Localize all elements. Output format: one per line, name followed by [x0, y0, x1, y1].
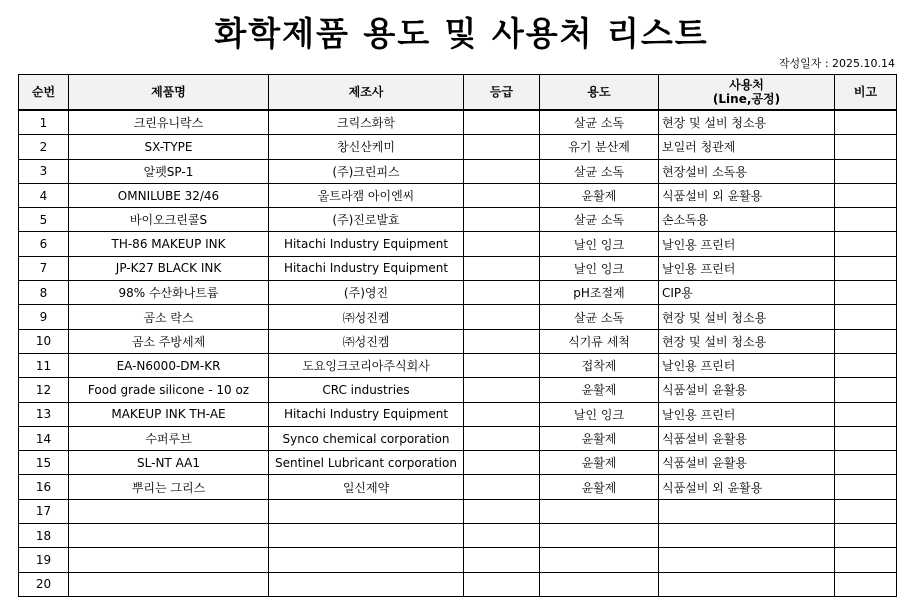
cell-usage: 살균 소독 [540, 159, 659, 183]
table-row [19, 353, 897, 377]
cell-grade [464, 353, 540, 377]
table-row [19, 524, 897, 548]
cell-maker: 일신제약 [269, 475, 464, 499]
cell-no: 14 [19, 426, 69, 450]
table-row [19, 159, 897, 183]
cell-product [69, 548, 269, 572]
cell-grade [464, 475, 540, 499]
cell-grade [464, 305, 540, 329]
table-row [19, 232, 897, 256]
cell-grade [464, 524, 540, 548]
cell-place: 보일러 청관제 [659, 135, 835, 159]
cell-usage: 윤활제 [540, 378, 659, 402]
table-row [19, 378, 897, 402]
table-row [19, 572, 897, 596]
table-row [19, 305, 897, 329]
cell-place: 날인용 프린터 [659, 402, 835, 426]
cell-note [835, 499, 897, 523]
cell-no: 10 [19, 329, 69, 353]
cell-product: 바이오크린콜S [69, 208, 269, 232]
cell-usage [540, 548, 659, 572]
cell-grade [464, 281, 540, 305]
cell-usage [540, 499, 659, 523]
cell-maker: Synco chemical corporation [269, 426, 464, 450]
table-row [19, 183, 897, 207]
cell-note [835, 281, 897, 305]
cell-no: 20 [19, 572, 69, 596]
cell-note [835, 110, 897, 135]
cell-product: 알펫SP-1 [69, 159, 269, 183]
cell-place: 식품설비 외 윤활용 [659, 183, 835, 207]
cell-maker: 도요잉크코리아주식회사 [269, 353, 464, 377]
cell-note [835, 572, 897, 596]
cell-note [835, 159, 897, 183]
table-row [19, 110, 897, 135]
header-place-line2: (Line,공정) [712, 92, 781, 106]
cell-note [835, 329, 897, 353]
cell-product [69, 524, 269, 548]
cell-maker [269, 499, 464, 523]
cell-note [835, 451, 897, 475]
header-usage: 용도 [540, 75, 659, 111]
cell-usage: 식기류 세척 [540, 329, 659, 353]
cell-product: SL-NT AA1 [69, 451, 269, 475]
header-place [659, 75, 835, 111]
cell-place: 식품설비 윤활용 [659, 451, 835, 475]
cell-no: 2 [19, 135, 69, 159]
cell-usage: 윤활제 [540, 183, 659, 207]
cell-maker: ㈜성진켐 [269, 305, 464, 329]
header-place-line1: 사용처 [729, 78, 764, 92]
cell-maker: 울트라캠 아이엔씨 [269, 183, 464, 207]
cell-place: 식품설비 윤활용 [659, 426, 835, 450]
cell-usage: 유기 분산제 [540, 135, 659, 159]
table-body [19, 110, 897, 596]
cell-usage: 날인 잉크 [540, 402, 659, 426]
cell-place: CIP용 [659, 281, 835, 305]
cell-maker: (주)영진 [269, 281, 464, 305]
cell-product: MAKEUP INK TH-AE [69, 402, 269, 426]
cell-usage: 윤활제 [540, 451, 659, 475]
cell-place: 손소독용 [659, 208, 835, 232]
cell-usage: 날인 잉크 [540, 256, 659, 280]
cell-maker: 크릭스화학 [269, 110, 464, 135]
cell-grade [464, 402, 540, 426]
cell-no: 18 [19, 524, 69, 548]
cell-maker: (주)진로발효 [269, 208, 464, 232]
cell-product: JP-K27 BLACK INK [69, 256, 269, 280]
table-row [19, 548, 897, 572]
cell-note [835, 548, 897, 572]
cell-usage: pH조절제 [540, 281, 659, 305]
cell-maker [269, 524, 464, 548]
cell-note [835, 183, 897, 207]
cell-place: 현장 및 설비 청소용 [659, 305, 835, 329]
cell-grade [464, 159, 540, 183]
cell-grade [464, 256, 540, 280]
cell-note [835, 475, 897, 499]
cell-place [659, 548, 835, 572]
cell-maker: 창신산케미 [269, 135, 464, 159]
cell-note [835, 305, 897, 329]
cell-note [835, 524, 897, 548]
cell-usage: 살균 소독 [540, 110, 659, 135]
cell-maker [269, 572, 464, 596]
cell-note [835, 402, 897, 426]
cell-place: 현장 및 설비 청소용 [659, 110, 835, 135]
cell-no: 5 [19, 208, 69, 232]
cell-note [835, 135, 897, 159]
cell-place: 식품설비 외 윤활용 [659, 475, 835, 499]
cell-no: 4 [19, 183, 69, 207]
chemical-list-table [18, 74, 897, 597]
cell-maker: ㈜성진켐 [269, 329, 464, 353]
cell-usage: 접착제 [540, 353, 659, 377]
cell-product: 곰소 주방세제 [69, 329, 269, 353]
cell-usage [540, 524, 659, 548]
cell-grade [464, 378, 540, 402]
cell-no: 11 [19, 353, 69, 377]
table-row [19, 135, 897, 159]
table-row [19, 256, 897, 280]
cell-grade [464, 232, 540, 256]
table-row [19, 451, 897, 475]
cell-no: 8 [19, 281, 69, 305]
cell-no: 17 [19, 499, 69, 523]
cell-product: EA-N6000-DM-KR [69, 353, 269, 377]
cell-no: 13 [19, 402, 69, 426]
cell-product [69, 499, 269, 523]
cell-product: 뿌리는 그리스 [69, 475, 269, 499]
cell-product [69, 572, 269, 596]
header-maker: 제조사 [269, 75, 464, 111]
cell-place [659, 499, 835, 523]
table-row [19, 499, 897, 523]
cell-no: 3 [19, 159, 69, 183]
cell-product: 수퍼루브 [69, 426, 269, 450]
cell-product: Food grade silicone - 10 oz [69, 378, 269, 402]
cell-maker: CRC industries [269, 378, 464, 402]
cell-place [659, 572, 835, 596]
cell-usage: 살균 소독 [540, 305, 659, 329]
cell-place: 날인용 프린터 [659, 232, 835, 256]
cell-note [835, 256, 897, 280]
cell-grade [464, 208, 540, 232]
table-header-row [19, 75, 897, 111]
cell-note [835, 426, 897, 450]
cell-maker: Sentinel Lubricant corporation [269, 451, 464, 475]
cell-maker: (주)크린피스 [269, 159, 464, 183]
cell-place [659, 524, 835, 548]
table-row [19, 281, 897, 305]
cell-product: OMNILUBE 32/46 [69, 183, 269, 207]
cell-no: 15 [19, 451, 69, 475]
cell-note [835, 378, 897, 402]
cell-grade [464, 451, 540, 475]
cell-no: 9 [19, 305, 69, 329]
date-label: 작성일자 : 2025.10.14 [778, 57, 895, 70]
cell-place: 날인용 프린터 [659, 256, 835, 280]
table-row [19, 329, 897, 353]
cell-maker: Hitachi Industry Equipment [269, 232, 464, 256]
header-product: 제품명 [69, 75, 269, 111]
table-row [19, 402, 897, 426]
cell-product: 크린유니락스 [69, 110, 269, 135]
cell-grade [464, 110, 540, 135]
cell-grade [464, 548, 540, 572]
cell-no: 7 [19, 256, 69, 280]
document-title: 화학제품 용도 및 사용처 리스트 [214, 14, 709, 53]
cell-usage: 윤활제 [540, 426, 659, 450]
cell-grade [464, 426, 540, 450]
cell-note [835, 208, 897, 232]
cell-product: 98% 수산화나트륨 [69, 281, 269, 305]
cell-note [835, 353, 897, 377]
cell-usage [540, 572, 659, 596]
cell-grade [464, 135, 540, 159]
cell-place: 날인용 프린터 [659, 353, 835, 377]
cell-no: 6 [19, 232, 69, 256]
cell-maker [269, 548, 464, 572]
cell-place: 현장 및 설비 청소용 [659, 329, 835, 353]
cell-grade [464, 183, 540, 207]
cell-grade [464, 499, 540, 523]
cell-no: 16 [19, 475, 69, 499]
cell-usage: 윤활제 [540, 475, 659, 499]
cell-maker: Hitachi Industry Equipment [269, 256, 464, 280]
table-row [19, 475, 897, 499]
cell-no: 12 [19, 378, 69, 402]
cell-usage: 살균 소독 [540, 208, 659, 232]
cell-no: 19 [19, 548, 69, 572]
cell-place: 식품설비 윤활용 [659, 378, 835, 402]
header-note: 비고 [835, 75, 897, 111]
table-row [19, 426, 897, 450]
cell-maker: Hitachi Industry Equipment [269, 402, 464, 426]
cell-no: 1 [19, 110, 69, 135]
cell-usage: 날인 잉크 [540, 232, 659, 256]
cell-grade [464, 572, 540, 596]
table-row [19, 208, 897, 232]
header-no: 순번 [19, 75, 69, 111]
cell-product: 곰소 락스 [69, 305, 269, 329]
cell-product: SX-TYPE [69, 135, 269, 159]
header-grade: 등급 [464, 75, 540, 111]
cell-product: TH-86 MAKEUP INK [69, 232, 269, 256]
cell-note [835, 232, 897, 256]
cell-grade [464, 329, 540, 353]
cell-place: 현장설비 소독용 [659, 159, 835, 183]
